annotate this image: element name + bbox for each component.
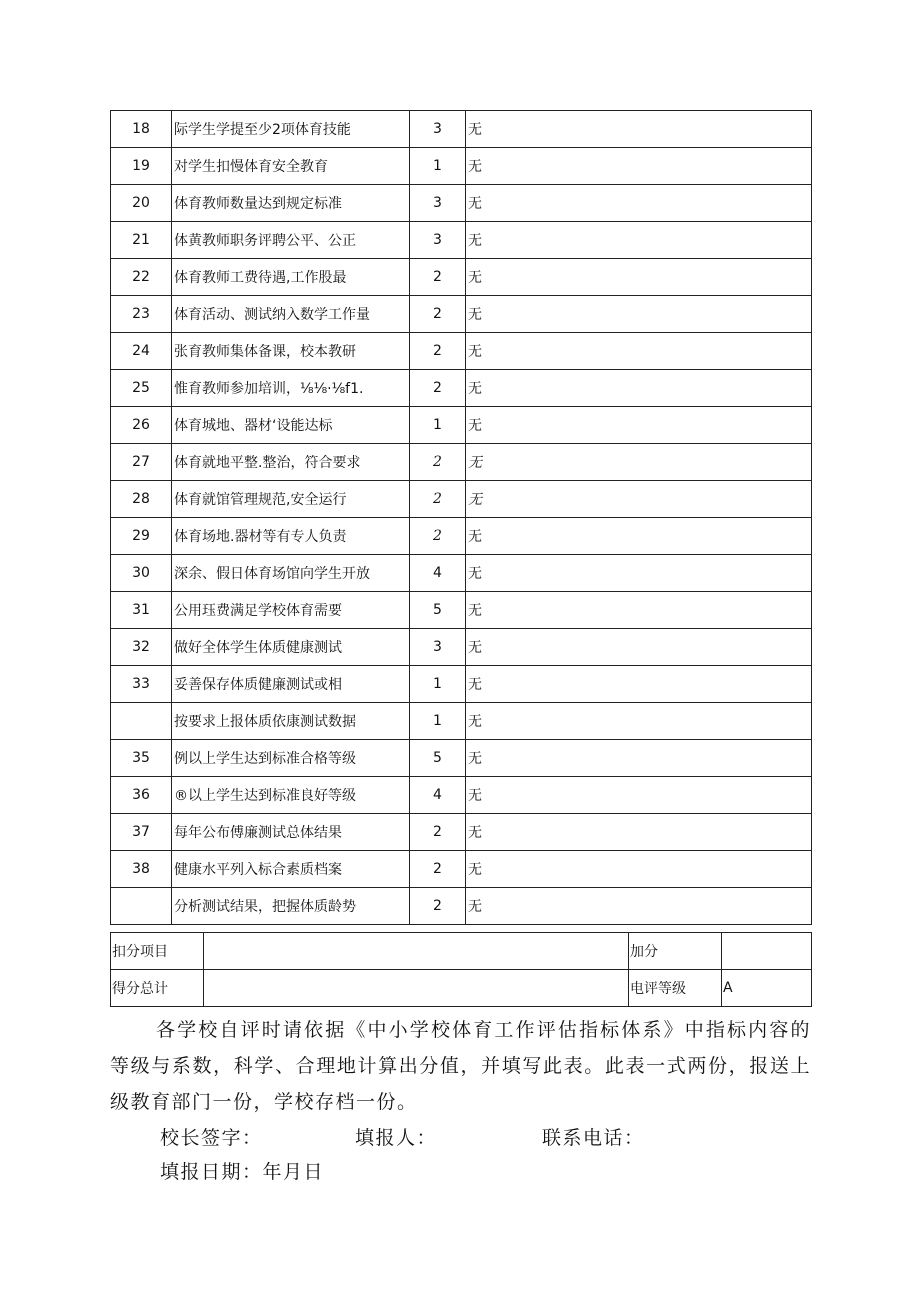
item-description: 做好全体学生体质健康测试 [172,629,410,666]
bonus-value [722,933,812,970]
item-description: 张育教师集体备课，校本教研 [172,333,410,370]
score-value: 4 [410,555,466,592]
table-row [111,777,812,814]
row-number: 21 [111,222,172,259]
row-number: 18 [111,111,172,148]
score-value: 2 [410,851,466,888]
note-value: 无 [466,555,812,592]
table-row [111,444,812,481]
item-description: 体育城地、器材‘设能达标 [172,407,410,444]
note-value: 无 [466,259,812,296]
item-description: 体黄教师职务评聘公平、公正 [172,222,410,259]
item-description: 体育教师数量达到规定标准 [172,185,410,222]
item-description: 深余、假日体育场馆向学生开放 [172,555,410,592]
bonus-label: 加分 [629,933,722,970]
note-value: 无 [466,518,812,555]
item-description: ®以上学生达到标准良好等级 [172,777,410,814]
note-value: 无 [466,740,812,777]
note-value: 无 [466,185,812,222]
grade-label: 电评等级 [629,970,722,1007]
total-label: 得分总计 [111,970,204,1007]
row-number: 27 [111,444,172,481]
row-number: 32 [111,629,172,666]
item-description: 体育就馆管理规范,安全运行 [172,481,410,518]
item-description: 公用珏费满足学校体育需要 [172,592,410,629]
note-value: 无 [466,814,812,851]
summary-table [110,932,812,1007]
note-value: 无 [466,888,812,925]
deduction-row [111,933,812,970]
item-description: 体育活动、测试纳入数学工作量 [172,296,410,333]
table-row [111,666,812,703]
table-row [111,814,812,851]
row-number: 26 [111,407,172,444]
item-description: 健康水平列入标合素质档案 [172,851,410,888]
score-value: 2 [410,518,466,555]
table-row [111,740,812,777]
score-value: 2 [410,370,466,407]
table-row [111,592,812,629]
score-value: 2 [410,888,466,925]
note-value: 无 [466,666,812,703]
table-row [111,296,812,333]
row-number: 29 [111,518,172,555]
score-value: 2 [410,333,466,370]
score-value: 5 [410,740,466,777]
note-value: 无 [466,111,812,148]
note-value: 无 [466,222,812,259]
score-value: 3 [410,111,466,148]
row-number: 19 [111,148,172,185]
table-row [111,111,812,148]
item-description: 分析测试结果，把握体质龄势 [172,888,410,925]
row-number: 37 [111,814,172,851]
row-number: 35 [111,740,172,777]
table-row [111,222,812,259]
score-value: 2 [410,481,466,518]
phone-label: 联系电话： [542,1127,645,1149]
row-number: 23 [111,296,172,333]
note-value: 无 [466,777,812,814]
item-description: 体育场地.器材等有专人负责 [172,518,410,555]
table-row [111,185,812,222]
table-row [111,259,812,296]
row-number: 22 [111,259,172,296]
date-line: 填报日期：年月日 [160,1161,325,1183]
item-description: 对学生扣慢体育安全教育 [172,148,410,185]
note-value: 无 [466,851,812,888]
note-value: 无 [466,333,812,370]
instructions-paragraph: 各学校自评时请依据《中小学校体育工作评估指标体系》中指标内容的等级与系数，科学、合理地计算出分值，并填写此表。此表一式两份，报送上级教育部门一份，学校存档一份。 [110,1019,811,1113]
score-value: 3 [410,185,466,222]
principal-signature-label: 校长签字： [160,1127,263,1149]
item-description: 体育就地平整.整治，符合要求 [172,444,410,481]
table-row [111,407,812,444]
item-description: 按要求上报体质依康测试数据 [172,703,410,740]
table-row [111,703,812,740]
score-value: 2 [410,814,466,851]
note-value: 无 [466,592,812,629]
score-table [110,110,812,925]
table-row [111,629,812,666]
row-number: 31 [111,592,172,629]
row-number: 36 [111,777,172,814]
table-row [111,148,812,185]
item-description: 每年公布傅廉测试总体结果 [172,814,410,851]
row-number: 30 [111,555,172,592]
item-description: 际学生学提至少2项体育技能 [172,111,410,148]
note-value: 无 [466,296,812,333]
score-table-body [111,111,812,925]
note-value: 无 [466,444,812,481]
row-number: 28 [111,481,172,518]
score-value: 2 [410,444,466,481]
note-value: 无 [466,407,812,444]
score-value: 4 [410,777,466,814]
note-value: 无 [466,703,812,740]
row-number [111,888,172,925]
total-value [204,970,629,1007]
table-row [111,555,812,592]
note-value: 无 [466,148,812,185]
table-row [111,888,812,925]
score-value: 1 [410,407,466,444]
item-description: 妥善保存体质健廉测试或相 [172,666,410,703]
table-row [111,518,812,555]
note-value: 无 [466,481,812,518]
item-description: 例以上学生达到标准合格等级 [172,740,410,777]
score-value: 2 [410,296,466,333]
row-number: 25 [111,370,172,407]
item-description: 惟育教师参加培训，⅛⅛·⅛f1. [172,370,410,407]
deduction-label: 扣分项目 [111,933,204,970]
score-value: 1 [410,703,466,740]
score-value: 2 [410,259,466,296]
deduction-value [204,933,629,970]
total-row [111,970,812,1007]
score-value: 1 [410,148,466,185]
score-value: 5 [410,592,466,629]
score-value: 1 [410,666,466,703]
row-number: 38 [111,851,172,888]
item-description: 体育教师工费待遇,工作股最 [172,259,410,296]
table-row [111,370,812,407]
filler-label: 填报人： [355,1127,438,1149]
grade-value: A [722,970,812,1007]
note-value: 无 [466,370,812,407]
score-value: 3 [410,222,466,259]
row-number [111,703,172,740]
row-number: 33 [111,666,172,703]
note-value: 无 [466,629,812,666]
row-number: 24 [111,333,172,370]
score-value: 3 [410,629,466,666]
table-row [111,333,812,370]
table-row [111,851,812,888]
table-row [111,481,812,518]
row-number: 20 [111,185,172,222]
